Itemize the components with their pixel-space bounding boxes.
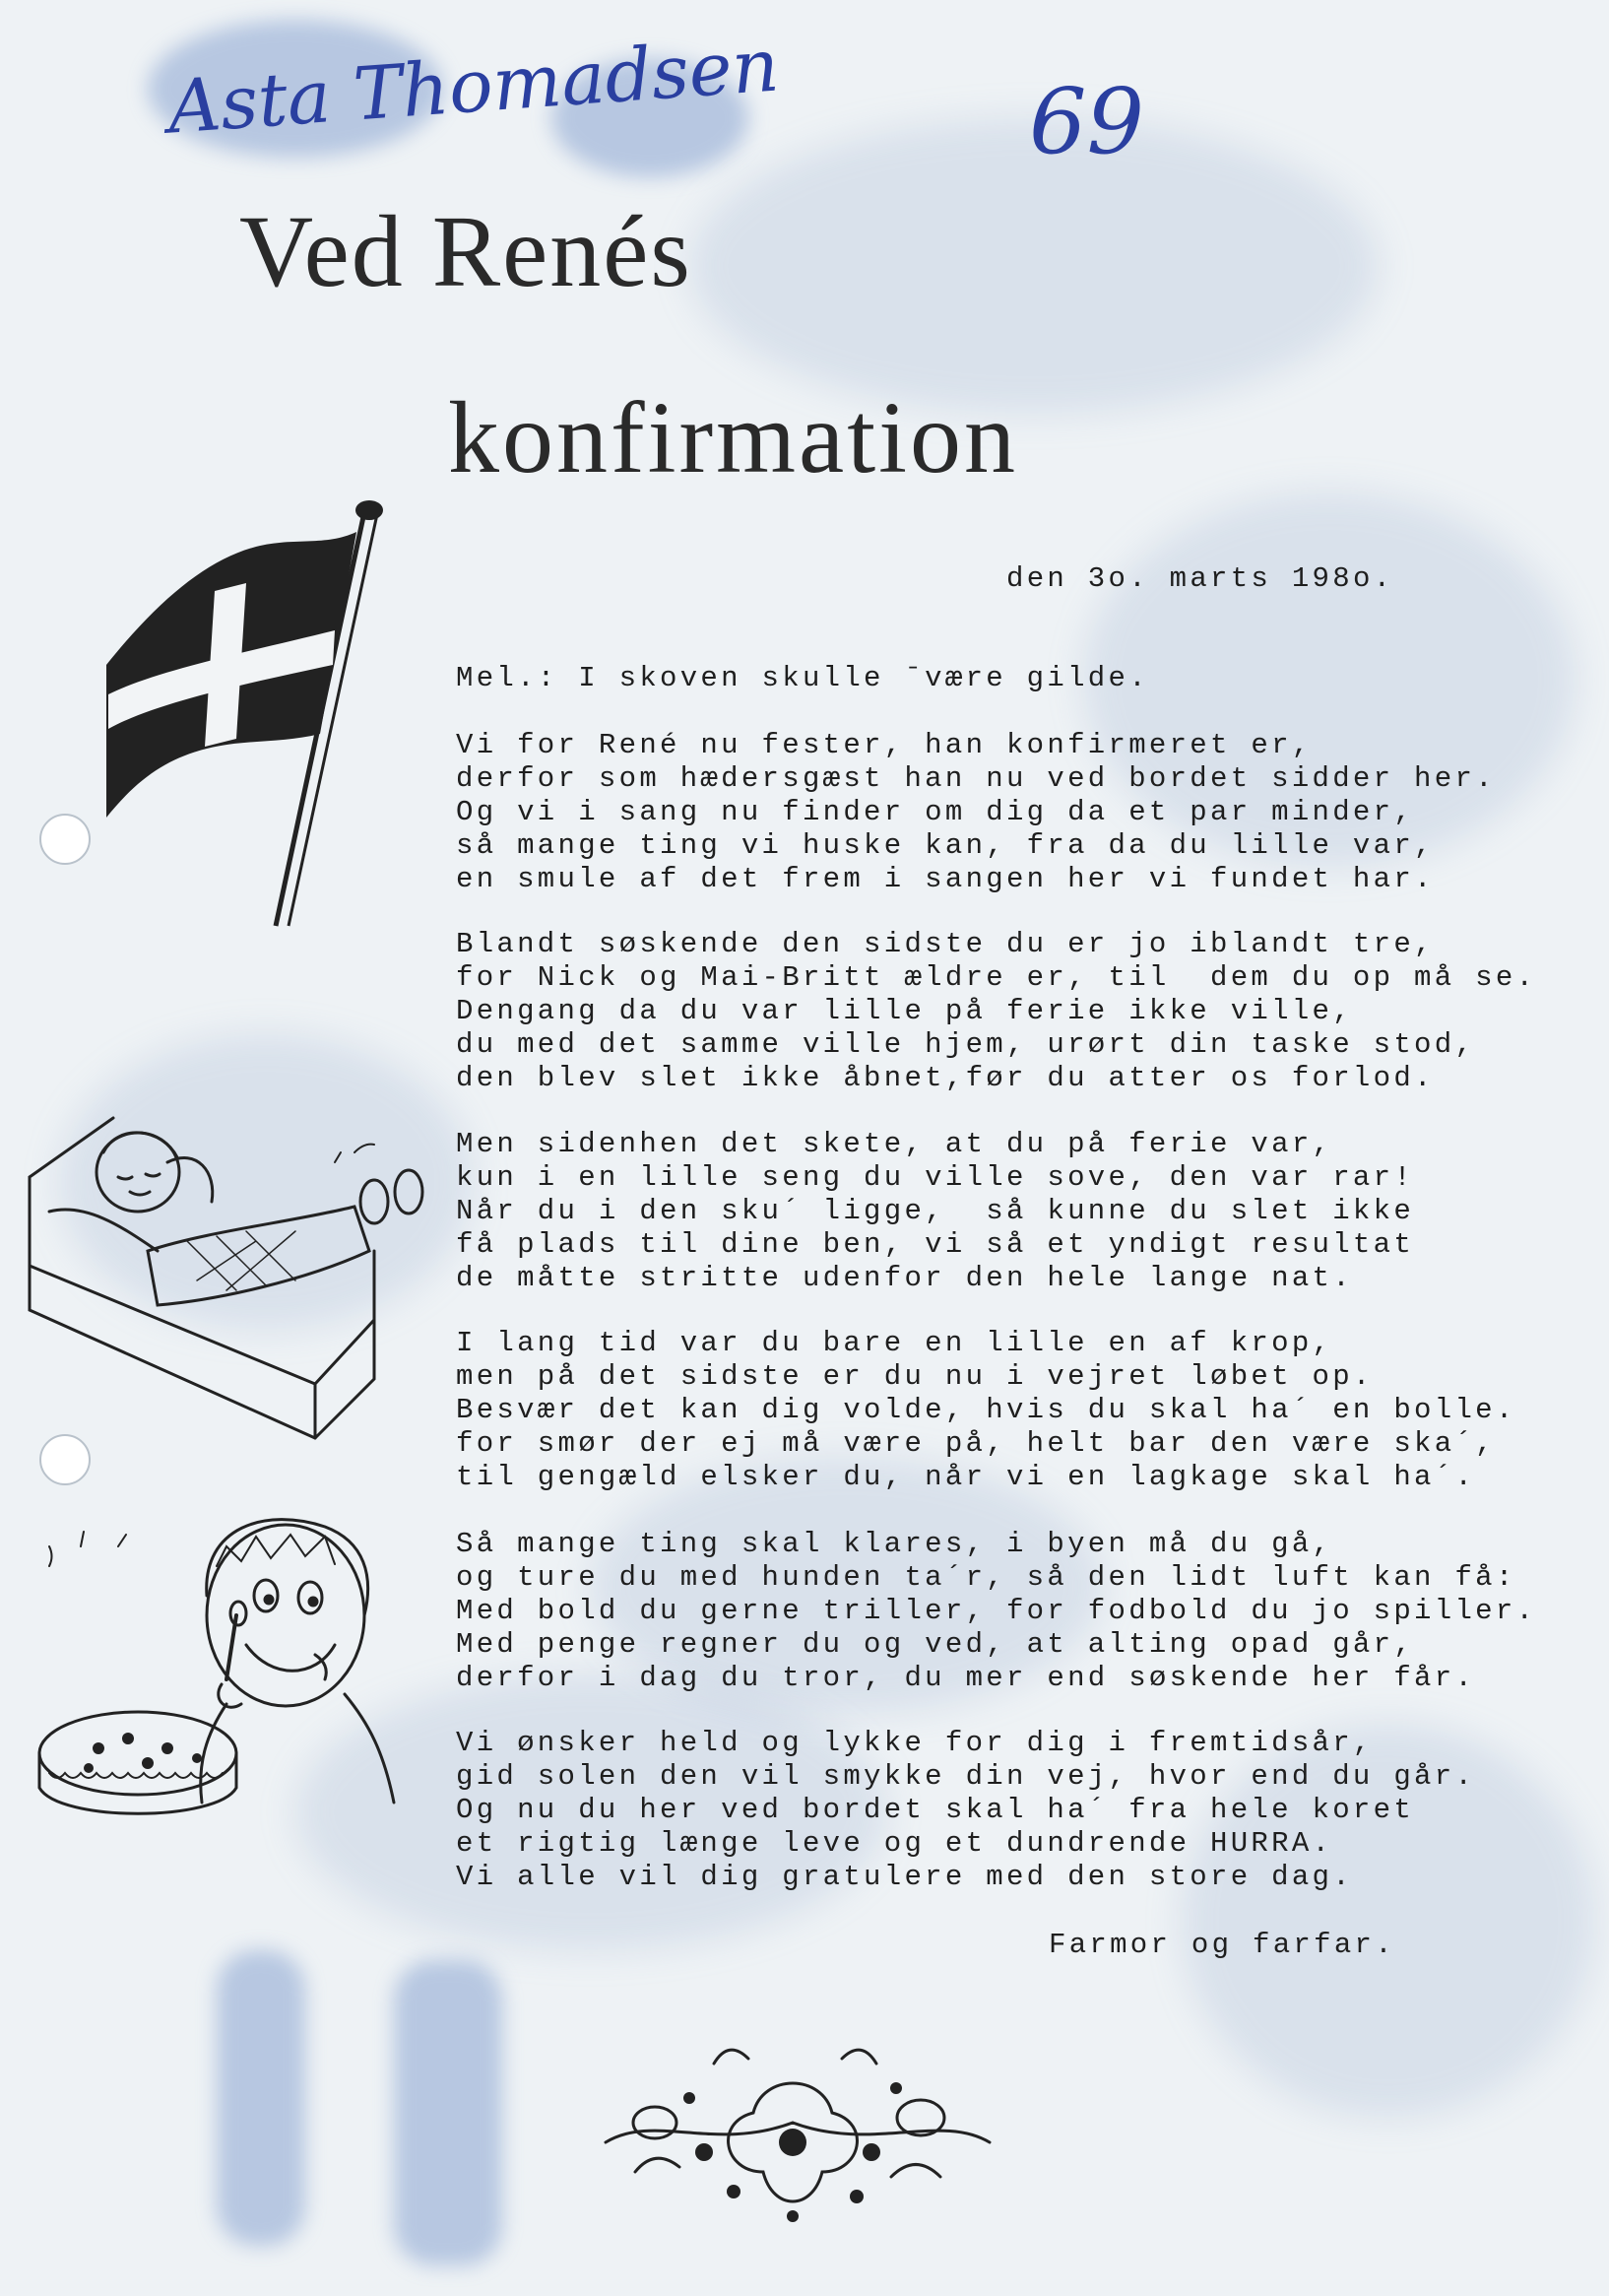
verse-line: for Nick og Mai-Britt ældre er, til dem du op må se.	[456, 961, 1537, 994]
motion-marks	[49, 1532, 126, 1566]
verse-line: Dengang da du var lille på ferie ikke ville,	[456, 995, 1353, 1027]
boy-shoulders	[201, 1694, 394, 1803]
cake-berry	[122, 1733, 134, 1744]
berry	[890, 2082, 902, 2094]
verse-line: gid solen den vil smykke din vej, hvor end du går.	[456, 1760, 1476, 1793]
melody-line: Mel.: I skoven skulle ˉvære gilde.	[456, 662, 1149, 694]
berry	[787, 2210, 799, 2222]
spoon-bowl	[230, 1602, 246, 1625]
cake-berry	[192, 1753, 202, 1763]
boy-closed-eyes	[118, 1174, 160, 1179]
ink-stain	[217, 1950, 305, 2246]
verse-line: du med det samme ville hjem, urørt din taske stod,	[456, 1028, 1476, 1061]
cake-berry	[84, 1763, 94, 1773]
berry	[727, 2185, 740, 2198]
boy-hair	[103, 1133, 177, 1157]
verse-line: Vi for René nu fester, han konfirmeret er,	[456, 729, 1313, 761]
handwritten-name: Asta Thomadsen	[164, 23, 782, 151]
verse-line: kun i en lille seng du ville sove, den var rar!	[456, 1161, 1415, 1194]
flower-bouquet-illustration	[596, 2004, 999, 2241]
flower-center	[779, 2129, 806, 2156]
verse-line: Så mange ting skal klares, i byen må du gå,	[456, 1528, 1333, 1560]
right-pupil	[309, 1598, 317, 1606]
verse-line: en smule af det frem i sangen her vi fundet har.	[456, 863, 1435, 895]
verse-line: Med bold du gerne triller, for fodbold du jo spiller.	[456, 1595, 1537, 1627]
verse-line: Men sidenhen det skete, at du på ferie var,	[456, 1128, 1333, 1160]
cake-berry	[142, 1757, 154, 1769]
bed-headboard	[30, 1118, 113, 1177]
verse-line: den blev slet ikke åbnet,før du atter os forlod.	[456, 1062, 1435, 1094]
verse-3	[456, 1128, 1414, 1295]
verse-1	[456, 729, 1496, 896]
verse-line: I lang tid var du bare en lille en af krop,	[456, 1327, 1333, 1359]
cake-berry	[93, 1742, 104, 1754]
verse-5	[456, 1528, 1536, 1695]
verse-line: Vi ønsker held og lykke for dig i fremtidsår,	[456, 1727, 1374, 1759]
verse-line: Når du i den sku´ ligge, så kunne du slet ikke	[456, 1195, 1415, 1227]
verse-line: Vi alle vil dig gratulere med den store dag.	[456, 1861, 1353, 1893]
hair-strands	[217, 1535, 335, 1566]
left-bud	[633, 2107, 676, 2138]
verse-line: Og nu du her ved bordet skal ha´ fra hele koret	[456, 1794, 1415, 1826]
bed-illustration	[20, 1093, 453, 1448]
right-foot	[395, 1170, 422, 1214]
danish-flag-illustration	[98, 492, 414, 936]
blanket	[148, 1207, 369, 1305]
pillow-outline	[49, 1210, 158, 1251]
handwritten-number: 69	[1029, 69, 1145, 174]
boy-arm	[167, 1158, 213, 1202]
verse-line: Blandt søskende den sidste du er jo iblandt tre,	[456, 928, 1435, 960]
verse-4	[456, 1327, 1516, 1494]
boy-mouth	[246, 1645, 335, 1671]
verse-line: og ture du med hunden ta´r, så den lidt luft kan få:	[456, 1561, 1516, 1594]
verse-line: derfor i dag du tror, du mer end søskende her får.	[456, 1662, 1476, 1694]
cake-boy-illustration	[30, 1507, 423, 1822]
cake-decoration	[49, 1773, 223, 1778]
flag-pole-knob	[355, 500, 383, 520]
boy-hair	[207, 1520, 368, 1615]
verse-line: Besvær det kan dig volde, hvis du skal ha´ en bolle.	[456, 1394, 1516, 1426]
verse-line: de måtte stritte udenfor den hele lange nat.	[456, 1262, 1353, 1294]
berry	[850, 2190, 864, 2203]
motion-marks	[335, 1145, 374, 1162]
verse-2	[456, 928, 1536, 1095]
cake-berry	[161, 1742, 173, 1754]
bed-frame-side	[30, 1177, 315, 1438]
date-line: den 3o. marts 198o.	[1006, 562, 1394, 595]
verse-line: men på det sidste er du nu i vejret løbet op.	[456, 1360, 1374, 1393]
ink-stain	[394, 1960, 502, 2265]
left-pupil	[265, 1596, 273, 1604]
title-line-1: Ved Renés	[239, 195, 692, 308]
punch-hole	[39, 814, 91, 865]
berry	[863, 2143, 880, 2161]
cake-top	[39, 1712, 236, 1795]
verse-line: et rigtig længe leve og et dundrende HURRA.	[456, 1827, 1333, 1860]
berry	[695, 2143, 713, 2161]
verse-line: så mange ting vi huske kan, fra da du lille var,	[456, 829, 1435, 862]
verse-line: derfor som hædersgæst han nu ved bordet sidder her.	[456, 762, 1496, 795]
verse-line: Med penge regner du og ved, at alting opad går,	[456, 1628, 1415, 1661]
verse-line: for smør der ej må være på, helt bar den være ska´,	[456, 1427, 1496, 1460]
leaves	[635, 2050, 940, 2177]
left-foot	[360, 1180, 388, 1223]
verse-6	[456, 1727, 1475, 1894]
signature: Farmor og farfar.	[1049, 1929, 1395, 1961]
verse-line: til gengæld elsker du, når vi en lagkage skal ha´.	[456, 1461, 1476, 1493]
bed-footboard	[315, 1320, 374, 1438]
boy-smile	[130, 1192, 150, 1195]
title-line-2: konfirmation	[448, 381, 1019, 494]
verse-line: Og vi i sang nu finder om dig da et par minder,	[456, 796, 1415, 828]
verse-line: få plads til dine ben, vi så et yndigt resultat	[456, 1228, 1415, 1261]
berry	[683, 2092, 695, 2104]
